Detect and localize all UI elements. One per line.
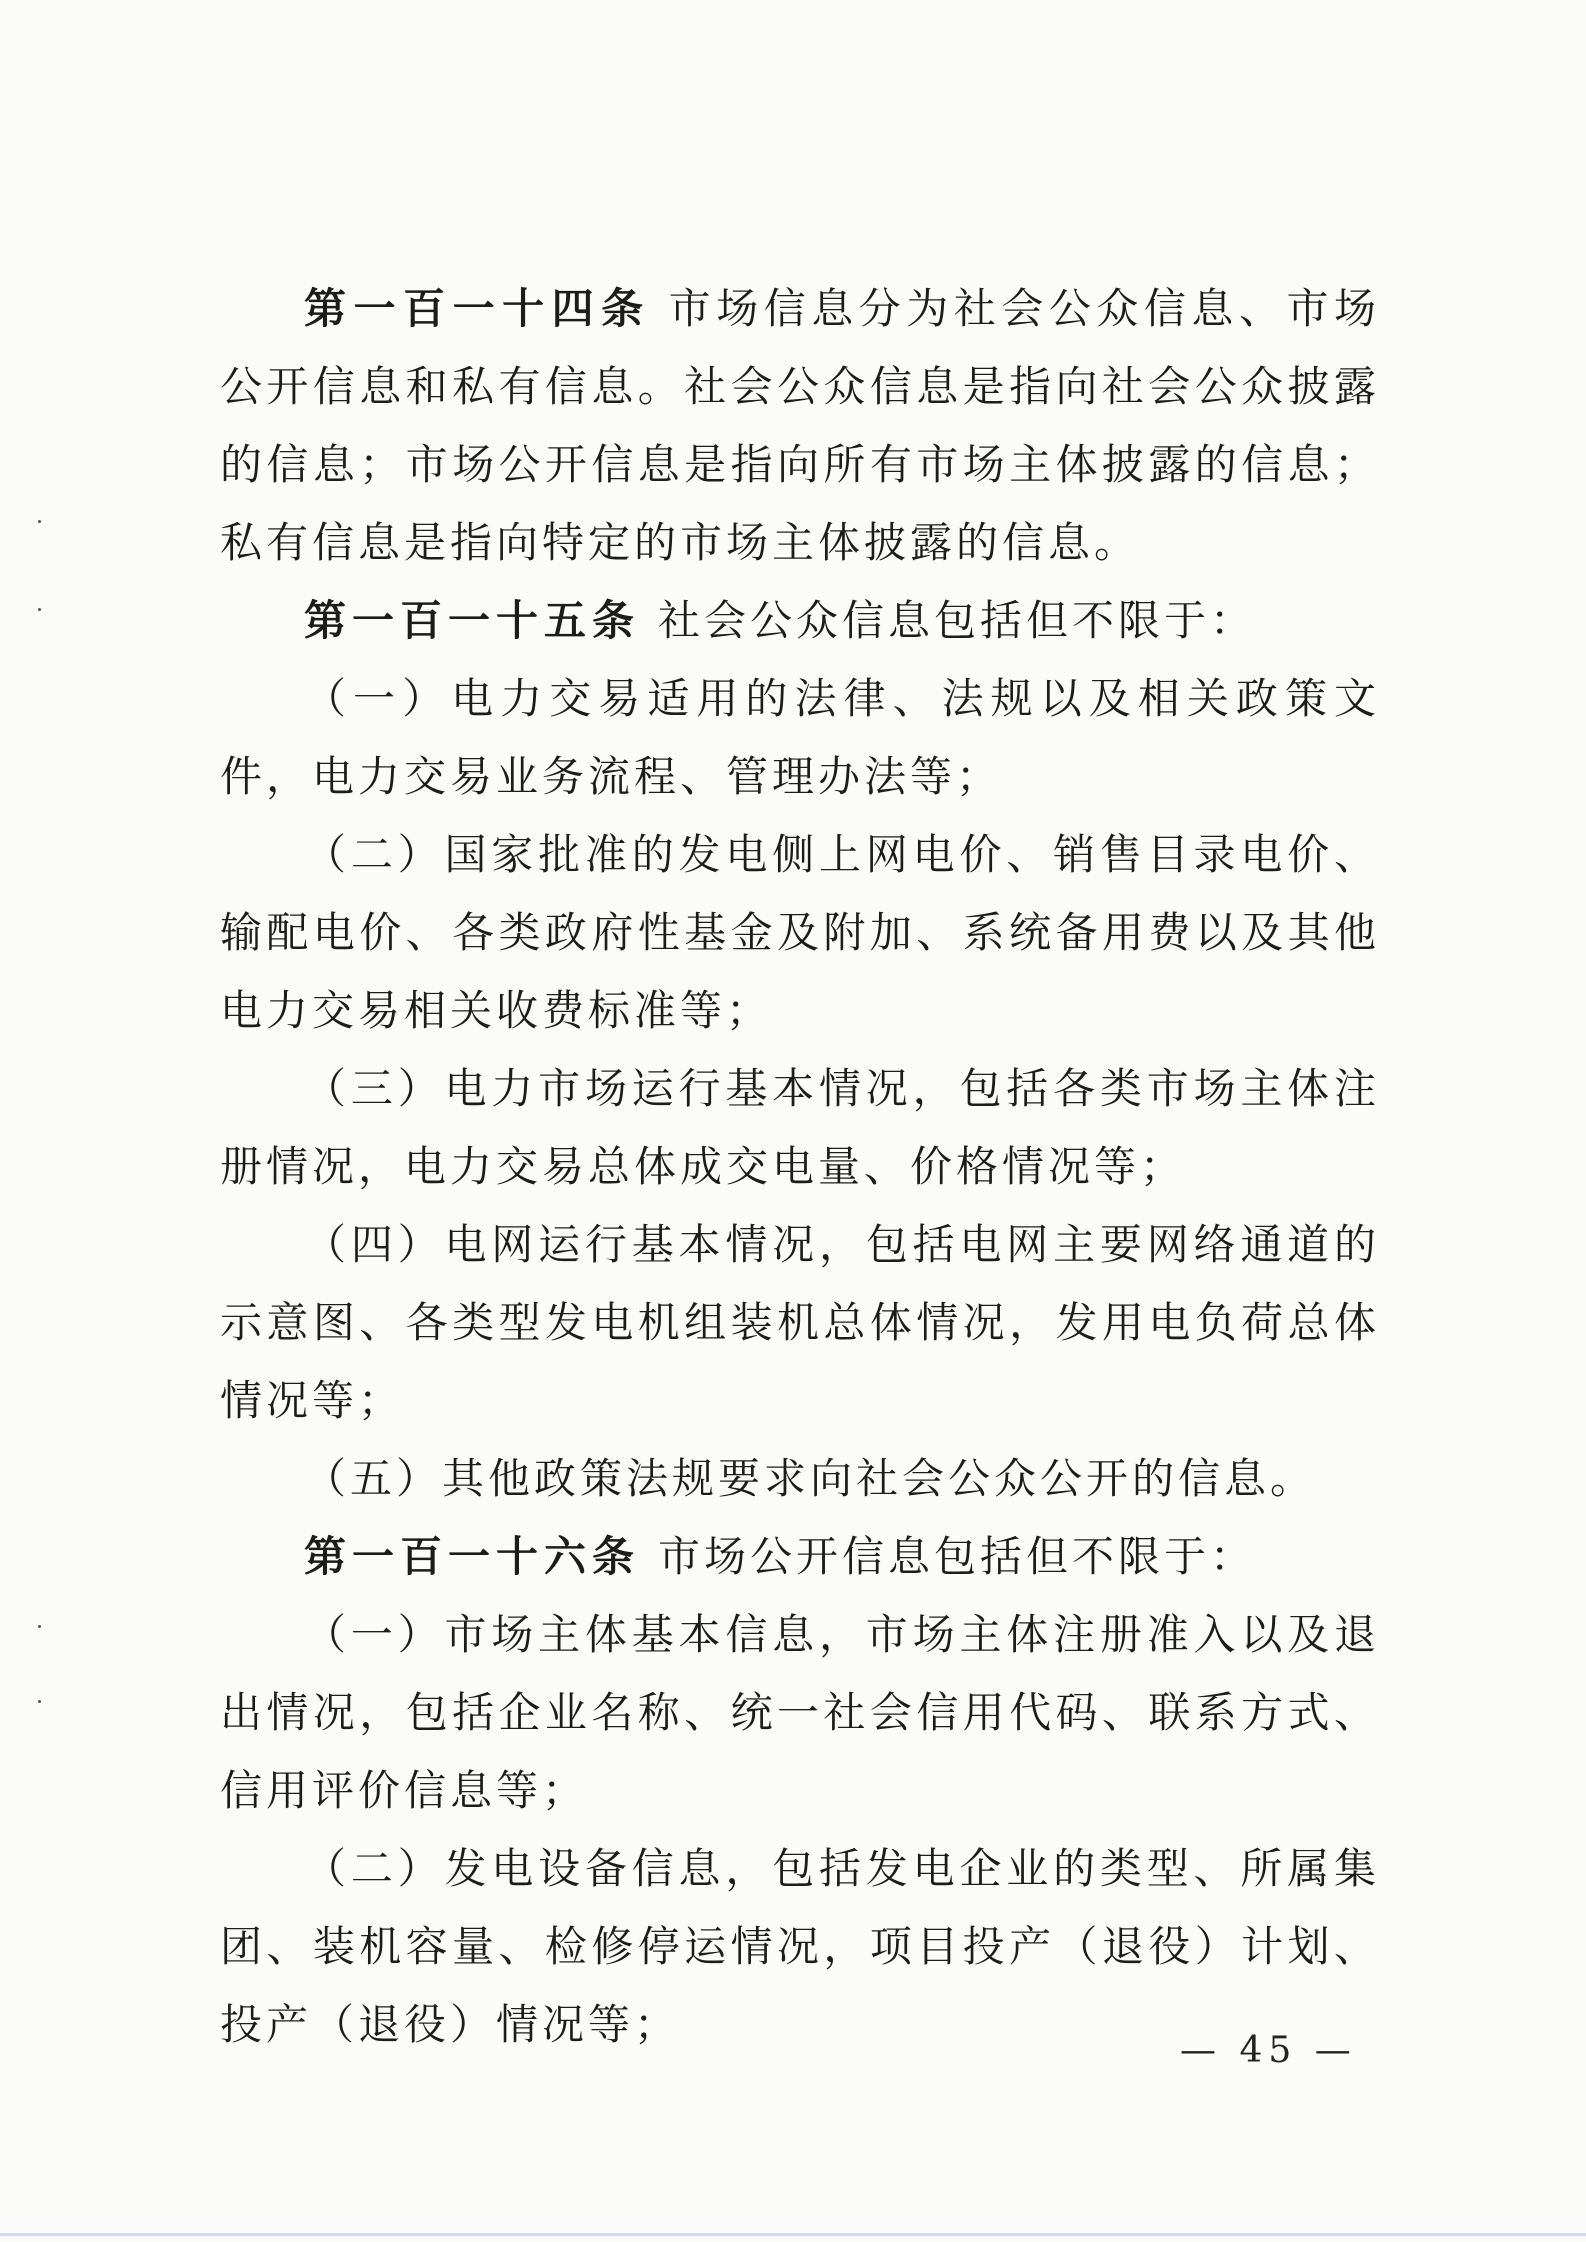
document-body [220, 270, 1380, 2064]
page-number: — 45 — [1180, 2030, 1357, 2071]
article-text: 市场公开信息包括但不限于： [658, 1532, 1257, 1581]
list-item: （三）电力市场运行基本情况，包括各类市场主体注册情况，电力交易总体成交电量、价格情况等； [220, 1064, 1380, 1191]
article-heading: 第一百一十四条 [304, 284, 651, 333]
article-heading: 第一百一十六条 [304, 1532, 641, 1581]
list-item: （四）电网运行基本情况，包括电网主要网络通道的示意图、各类型发电机组装机总体情况，发用电负荷总体情况等； [220, 1220, 1380, 1425]
list-item: （五）其他政策法规要求向社会公众公开的信息。 [304, 1454, 1317, 1503]
article-heading: 第一百一十五条 [304, 596, 641, 645]
scan-speck [38, 608, 41, 611]
list-item: （二）发电设备信息，包括发电企业的类型、所属集团、装机容量、检修停运情况，项目投产（退役）计划、投产（退役）情况等； [220, 1844, 1380, 2049]
article-116 [220, 1518, 1380, 1596]
article-114 [220, 270, 1380, 582]
article-115 [220, 582, 1380, 660]
list-item: （一）电力交易适用的法律、法规以及相关政策文件，电力交易业务流程、管理办法等； [220, 674, 1380, 801]
scan-speck [38, 520, 41, 523]
scan-speck [38, 1700, 41, 1703]
article-text: 社会公众信息包括但不限于： [658, 596, 1257, 645]
scan-speck [38, 1625, 41, 1628]
list-item: （二）国家批准的发电侧上网电价、销售目录电价、输配电价、各类政府性基金及附加、系统备用费以及其他电力交易相关收费标准等； [220, 830, 1380, 1035]
article-text: 市场信息分为社会公众信息、市场公开信息和私有信息。社会公众信息是指向社会公众披露的信息；市场公开信息是指向所有市场主体披露的信息；私有信息是指向特定的市场主体披露的信息。 [220, 284, 1380, 567]
page-bottom-edge [0, 2233, 1586, 2236]
list-item: （一）市场主体基本信息，市场主体注册准入以及退出情况，包括企业名称、统一社会信用代码、联系方式、信用评价信息等； [220, 1610, 1380, 1815]
